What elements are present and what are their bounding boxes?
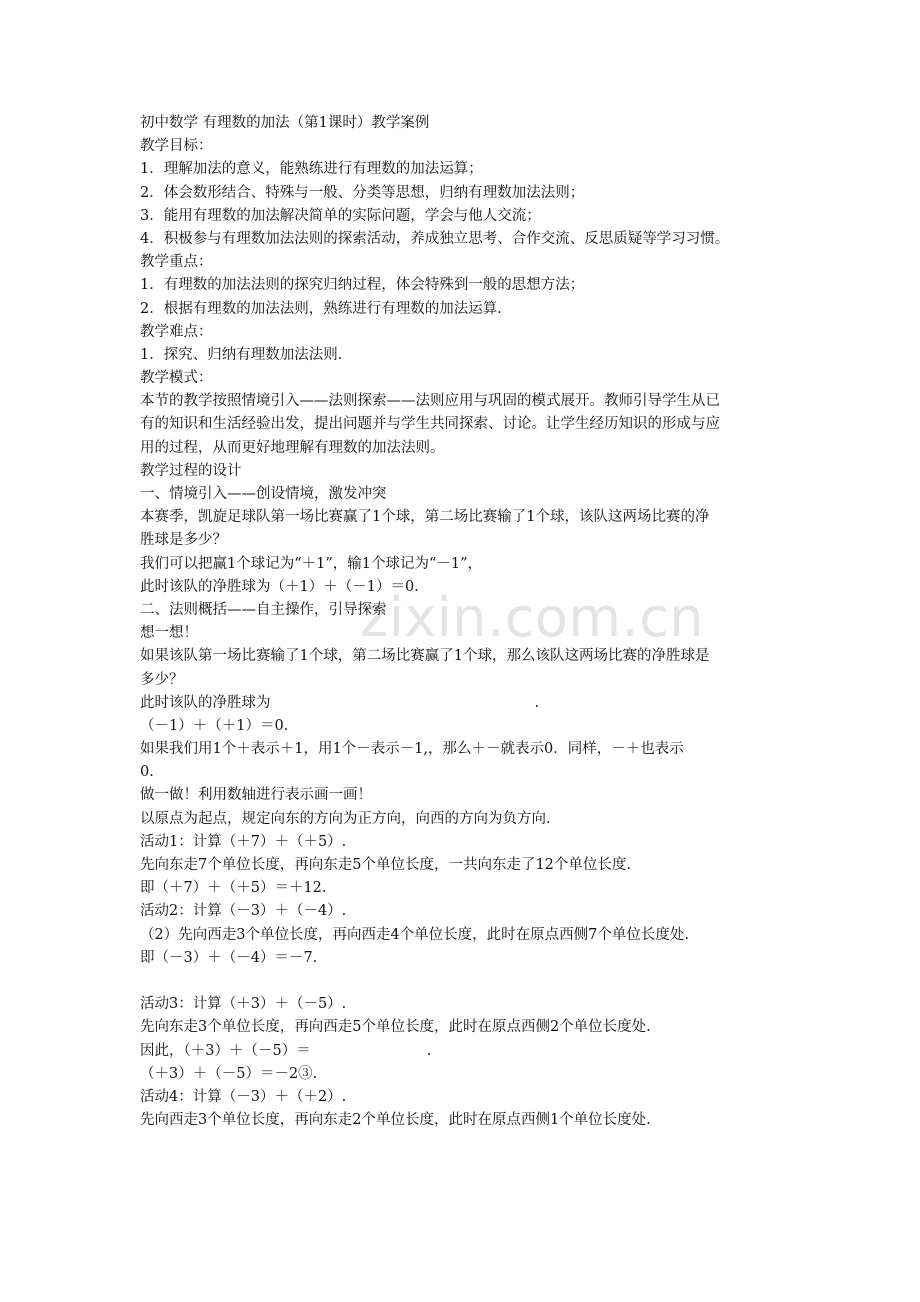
representation-line-1: 如果我们用1个＋表示＋1，用1个－表示－1,，那么＋－就表示0．同样，－＋也表示 [140,741,684,758]
section-1-line-4: 此时该队的净胜球为（＋1）＋（－1）＝0. [140,578,419,595]
goal-item-1: 1．理解加法的意义，能熟练进行有理数的加法运算； [140,161,483,178]
section-1-line-3: 我们可以把赢1个球记为“＋1”，输1个球记为“－1”， [140,555,483,572]
goal-item-2: 2．体会数形结合、特殊与一般、分类等思想，归纳有理数加法法则； [140,184,585,201]
activity-3-blank-line [140,1040,800,1063]
activity-4-description: 先向西走3个单位长度，再向东走2个单位长度，此时在原点西侧1个单位长度处. [140,1112,651,1129]
document-page [140,112,800,1132]
blank-answer-suffix: . [534,694,540,711]
goal-item-3: 3．能用有理数的加法解决简单的实际问题，学会与他人交流； [140,207,541,224]
activity-4-title: 活动4：计算（－3）＋（＋2）. [140,1088,347,1105]
key-points-heading: 教学重点： [140,254,213,271]
mode-heading: 教学模式： [140,370,213,387]
blank-answer-line [140,692,800,715]
blank-answer-prefix: 此时该队的净胜球为 [140,694,271,711]
section-1-heading: 一、情境引入——创设情境，激发冲突 [140,486,387,502]
key-point-2: 2．根据有理数的加法法则，熟练进行有理数的加法运算. [140,300,502,317]
activity-3-title: 活动3：计算（＋3）＋（－5）. [140,996,347,1013]
goal-item-4: 4．积极参与有理数加法法则的探索活动，养成独立思考、合作交流、反思质疑等学习习惯。 [140,230,730,247]
section-2-heading: 二、法则概括——自主操作，引导探索 [140,601,387,618]
activity-1-title: 活动1：计算（＋7）＋（＋5）. [140,833,347,850]
mode-paragraph-line-1: 本节的教学按照情境引入——法则探索——法则应用与巩固的模式展开。教师引导学生从已 [140,393,720,410]
representation-line-2: 0. [140,764,154,781]
activity-3-blank-suffix: . [426,1042,432,1059]
activity-3-result: （＋3）＋（－5）＝－2③. [140,1065,318,1082]
activity-2-description: （2）先向西走3个单位长度，再向西走4个单位长度，此时在原点西侧7个单位长度处. [140,926,690,943]
section-1-line-1: 本赛季，凯旋足球队第一场比赛赢了1个球，第二场比赛输了1个球，该队这两场比赛的净 [140,509,710,526]
origin-rule: 以原点为起点，规定向东的方向为正方向，向西的方向为负方向. [140,810,551,827]
equation-1: （－1）＋（＋1）＝0. [140,717,289,734]
blank-line [140,970,800,993]
activity-2-result: 即（－3）＋（－4）＝－7. [140,949,318,966]
watermark: zixin.com.cn [360,586,705,649]
document-title: 初中数学 有理数的加法（第1课时）教学案例 [140,115,430,131]
activity-3-description: 先向东走3个单位长度，再向西走5个单位长度，此时在原点西侧2个单位长度处. [140,1019,651,1036]
process-heading: 教学过程的设计 [140,462,242,479]
section-1-line-2: 胜球是多少？ [140,532,227,549]
do-prompt: 做一做！利用数轴进行表示画一画！ [140,787,372,804]
goals-heading: 教学目标： [140,138,213,155]
difficulty-1: 1．探究、归纳有理数加法法则. [140,346,343,363]
question-line-2: 多少？ [140,671,184,688]
difficulty-heading: 教学难点： [140,323,213,340]
mode-paragraph-line-3: 用的过程，从而更好地理解有理数的加法法则。 [140,439,445,456]
think-prompt: 想一想！ [140,625,198,642]
activity-1-result: 即（＋7）＋（＋5）＝＋12. [140,880,327,897]
key-point-1: 1．有理数的加法法则的探究归纳过程，体会特殊到一般的思想方法； [140,277,585,294]
question-line-1: 如果该队第一场比赛输了1个球，第二场比赛赢了1个球，那么该队这两场比赛的净胜球是 [140,648,710,665]
mode-paragraph-line-2: 有的知识和生活经验出发，提出问题并与学生共同探索、讨论。让学生经历知识的形成与应 [140,416,720,433]
activity-3-blank-prefix: 因此，（＋3）＋（－5）＝ [140,1042,311,1059]
activity-1-description: 先向东走7个单位长度，再向东走5个单位长度，一共向东走了12个单位长度. [140,857,632,873]
activity-2-title: 活动2：计算（－3）＋（－4）. [140,903,347,920]
